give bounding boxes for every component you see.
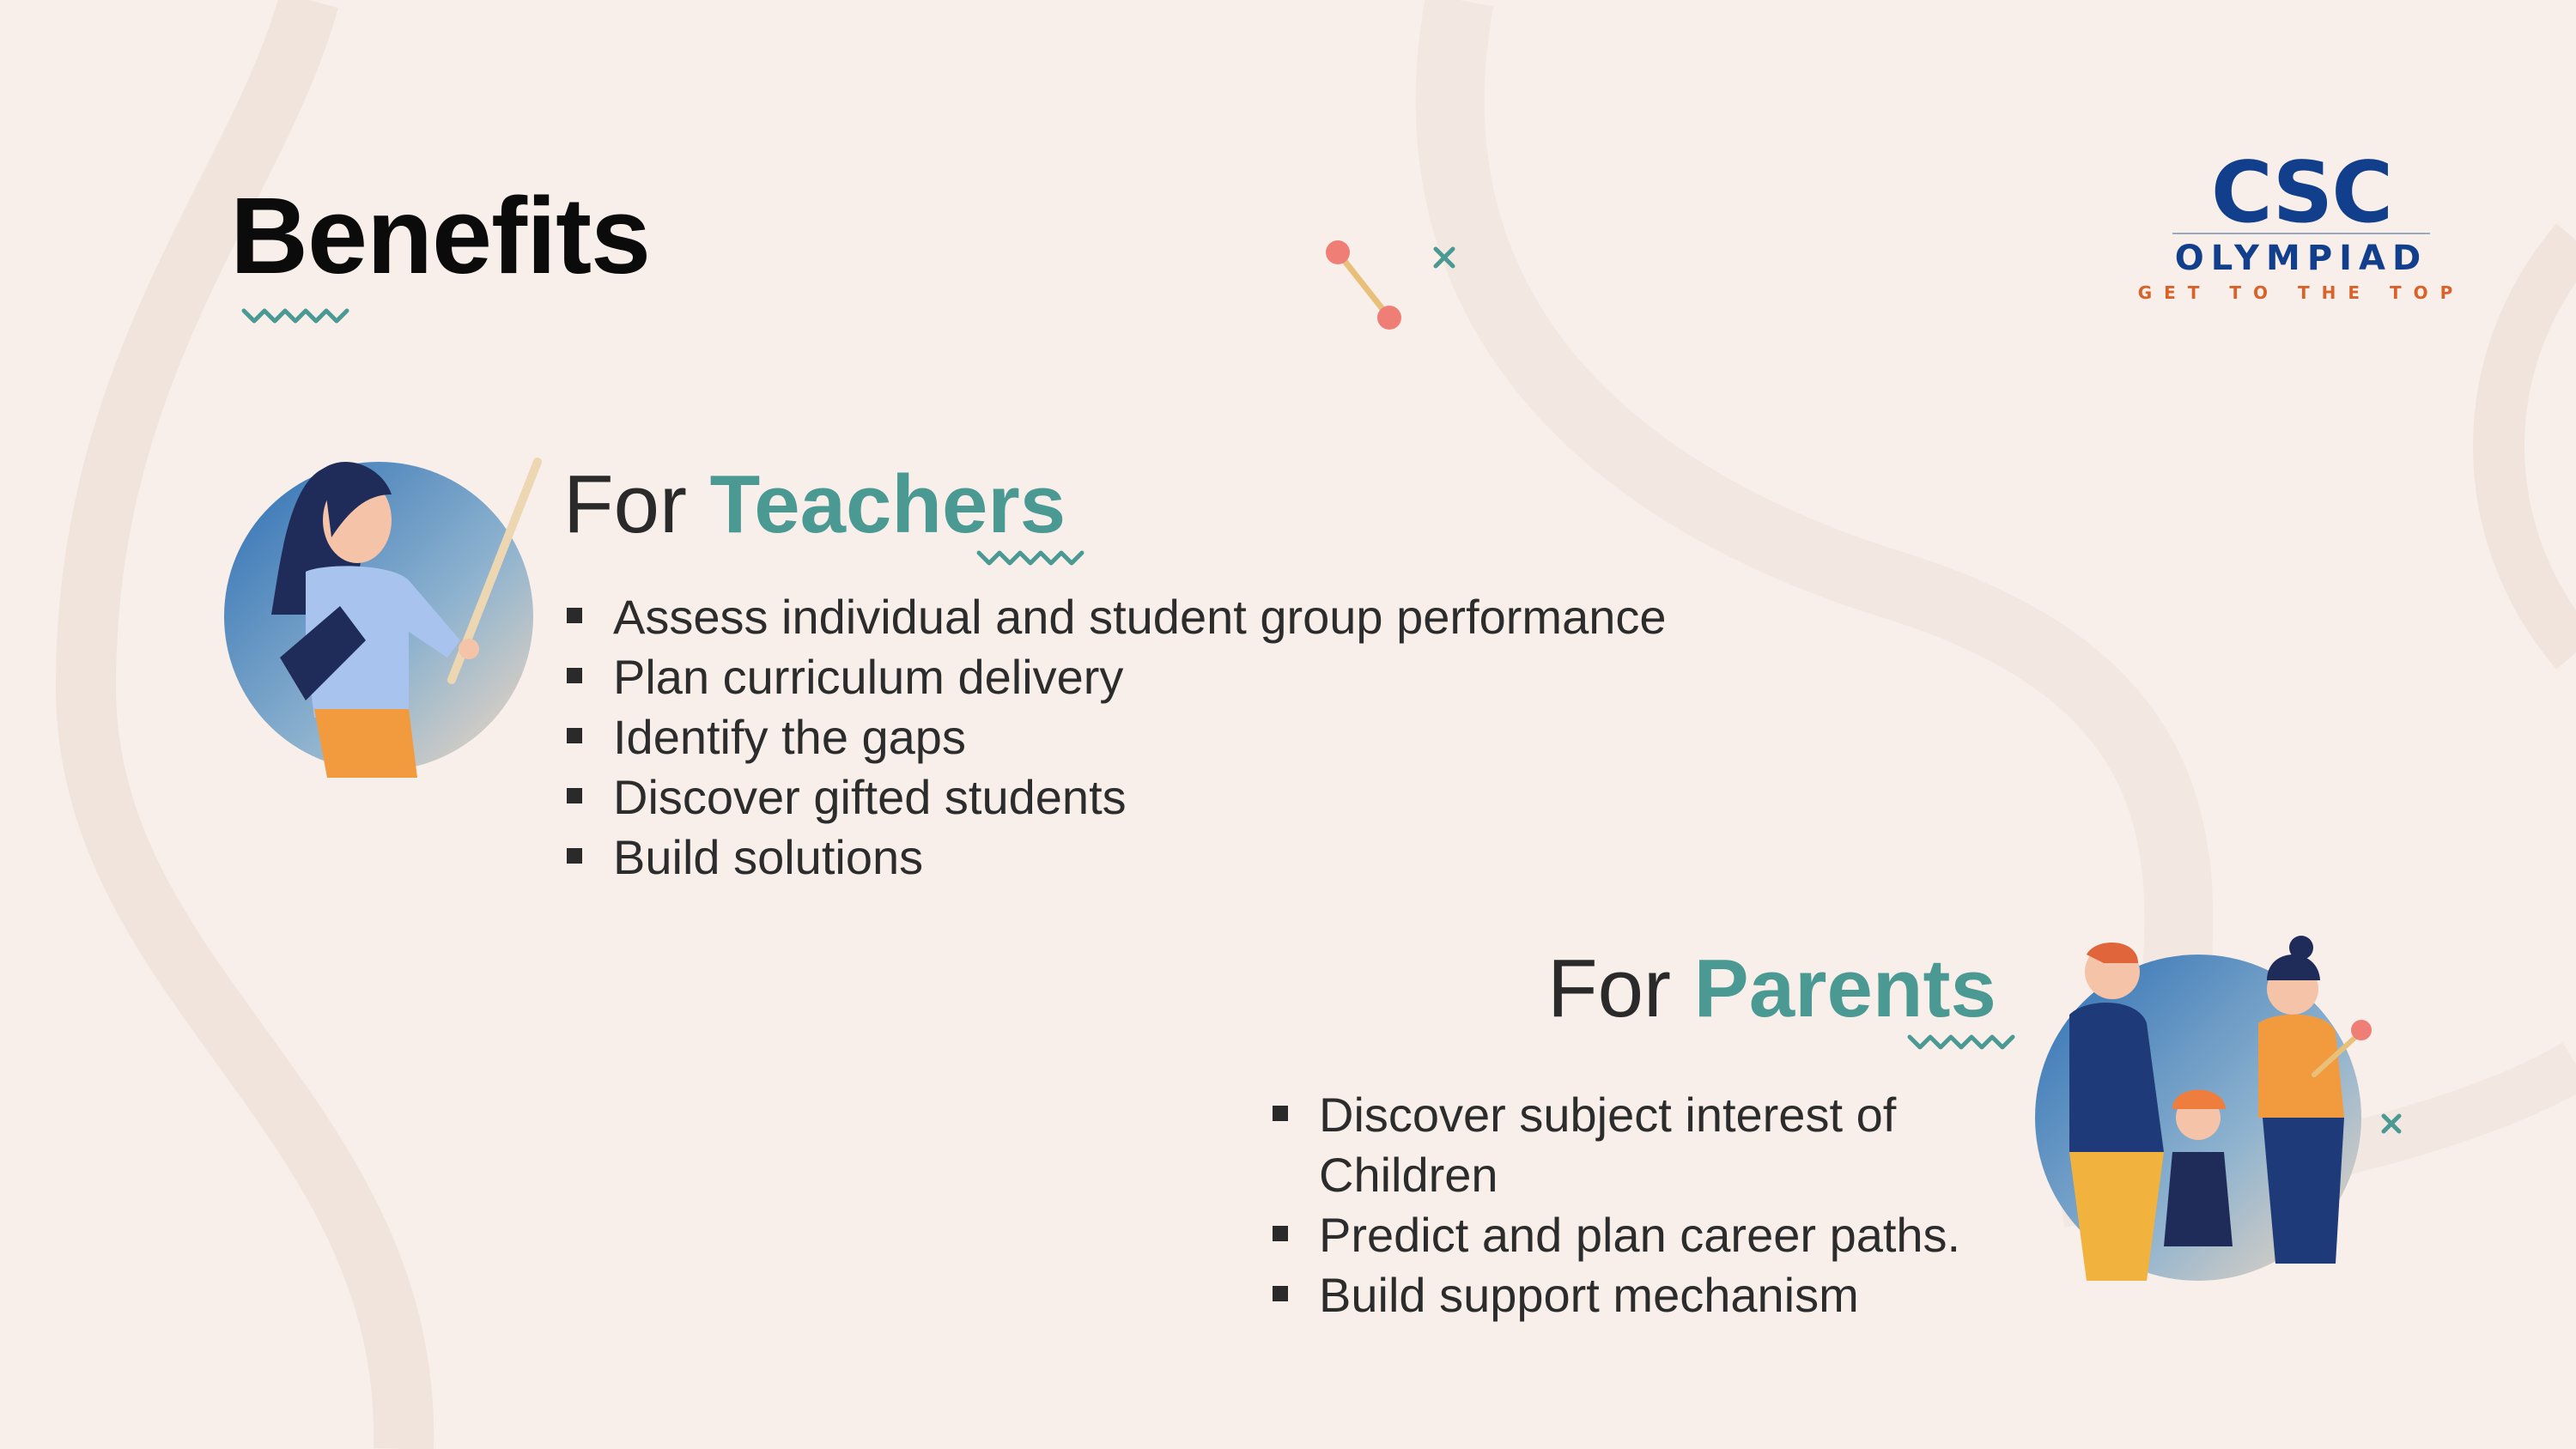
decorative-cross-icon <box>1432 246 1456 270</box>
title-underline-squiggle <box>242 306 354 326</box>
parents-underline-squiggle <box>1908 1032 2016 1052</box>
list-item: Identify the gaps <box>567 707 1667 767</box>
bullet-square-icon <box>567 668 582 683</box>
teachers-heading <box>563 458 1066 550</box>
parents-heading <box>1547 943 1996 1034</box>
teachers-heading-prefix: For <box>563 458 687 550</box>
list-item: Predict and plan career paths. <box>1273 1205 1960 1265</box>
parents-heading-highlight: Parents <box>1693 943 1996 1034</box>
list-item: Discover gifted students <box>567 767 1667 828</box>
bullet-square-icon <box>1273 1106 1288 1121</box>
bullet-square-icon <box>567 728 582 743</box>
bullet-square-icon <box>1273 1286 1288 1301</box>
list-item-continuation: Children <box>1319 1148 1498 1202</box>
svg-text:OLYMPIAD: OLYMPIAD <box>2174 239 2428 278</box>
teachers-heading-highlight: Teachers <box>709 458 1066 550</box>
parents-heading-prefix: For <box>1547 943 1671 1034</box>
svg-text:GET TO THE TOP: GET TO THE TOP <box>2137 282 2465 303</box>
list-item: Discover subject interest of <box>1273 1085 1960 1145</box>
svg-text:CSC: CSC <box>2210 144 2392 242</box>
teacher-illustration <box>220 434 546 778</box>
list-item: Assess individual and student group performance <box>567 587 1667 647</box>
parents-benefits-list <box>1273 1085 1960 1325</box>
list-item: Plan curriculum delivery <box>567 647 1667 707</box>
bullet-square-icon <box>567 608 582 623</box>
bullet-square-icon <box>567 788 582 803</box>
teachers-underline-squiggle <box>977 548 1085 568</box>
family-illustration <box>2018 937 2379 1289</box>
bullet-square-icon <box>1273 1226 1288 1241</box>
csc-olympiad-logo <box>2137 144 2465 307</box>
list-item: Build support mechanism <box>1273 1265 1960 1325</box>
decorative-dumbbell-icon <box>1314 232 1417 335</box>
teachers-benefits-list <box>567 587 1667 888</box>
page-title: Benefits <box>230 175 651 296</box>
bullet-square-icon <box>567 848 582 864</box>
list-item: Build solutions <box>567 828 1667 888</box>
decorative-cross-icon <box>2380 1113 2403 1135</box>
